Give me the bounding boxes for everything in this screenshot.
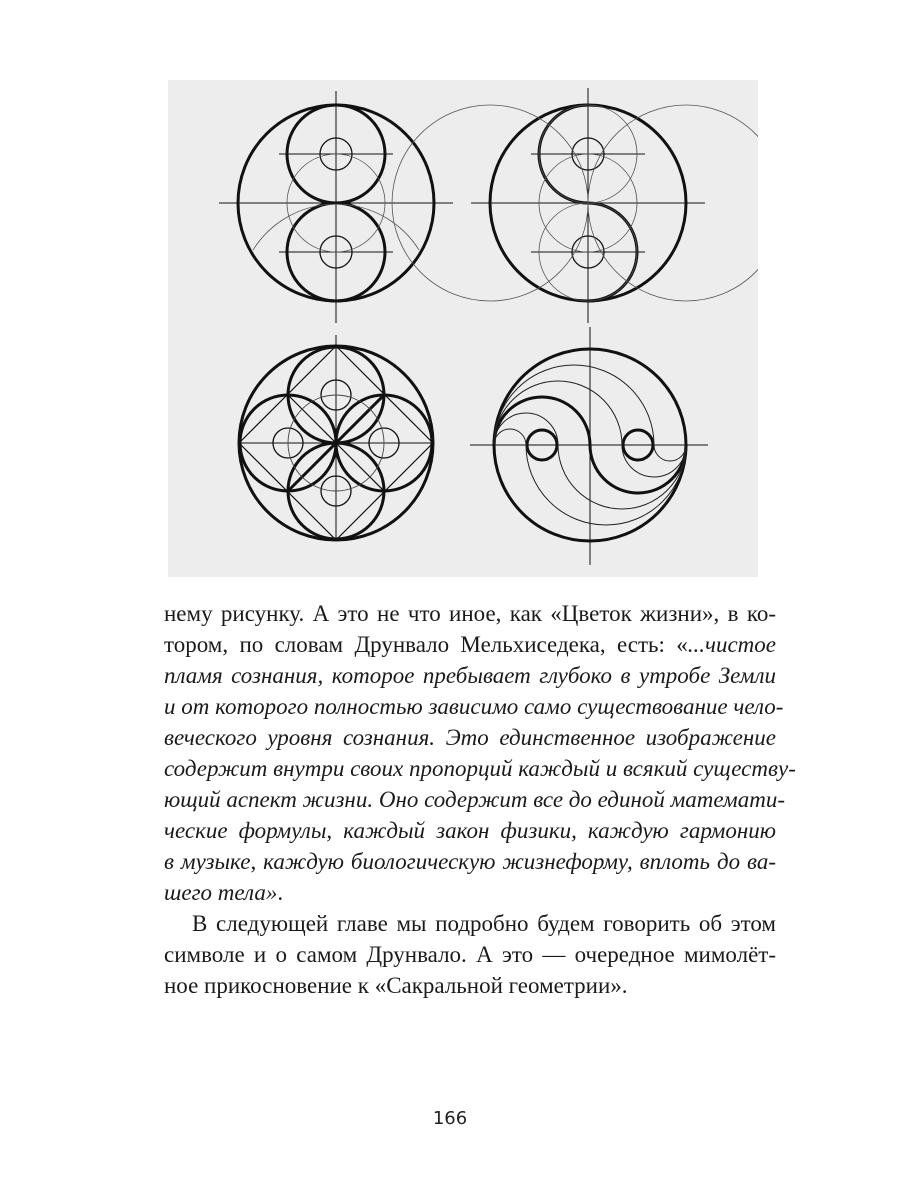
body-text [164, 598, 796, 1001]
body-text-segment: нему рисунку. А это не что иное, как «Цветок жизни», в ко- [164, 601, 776, 626]
body-text-segment: ное прикосновение к «Сакральной геометрии». [164, 973, 628, 998]
wave-spirals-construction [470, 327, 708, 565]
quote-text: ...чистое [687, 632, 776, 657]
text-line [164, 846, 776, 877]
text-line [164, 629, 776, 660]
figure-panel [168, 80, 758, 577]
text-line [164, 815, 776, 846]
quote-text: ческие формулы, каждый закон физики, каждую гармонию [164, 818, 776, 843]
quote-text: пламя сознания, которое пребывает глубоко в утробе Земли [164, 663, 776, 688]
body-text-segment: символе и о самом Друнвало. А это — очередное мимолёт- [164, 942, 776, 967]
quote-text: ющий аспект жизни. Оно содержит все до единой математи- [164, 787, 785, 812]
page-number: 166 [432, 1108, 468, 1129]
quote-text: и от которого полностью зависимо само существование чело- [164, 694, 784, 719]
sacred-geometry-illustration [168, 80, 758, 577]
quote-text: в музыке, каждую биологическую жизнеформу, вплоть до ва- [164, 849, 776, 874]
text-line [164, 908, 776, 939]
two-circles-figure-eight [219, 91, 453, 323]
text-line [164, 722, 776, 753]
text-line [164, 691, 784, 722]
yin-yang-construction [392, 88, 758, 323]
quote-text: шего тела» [164, 880, 278, 905]
flower-of-life-four-petals [239, 335, 433, 540]
body-text-segment: тором, по словам Друнвало Мельхиседека, есть: « [164, 632, 688, 657]
quote-text: содержит внутри своих пропорций каждый и всякий существу- [164, 756, 796, 781]
body-text-segment: В следующей главе мы подробно будем говорить об этом [192, 911, 776, 936]
body-text-segment: . [277, 880, 284, 905]
quote-text: веческого уровня сознания. Это единственное изображение [164, 725, 776, 750]
text-line [164, 753, 796, 784]
text-line [164, 598, 776, 629]
text-line [164, 970, 776, 1001]
text-line [164, 939, 776, 970]
text-line [164, 784, 785, 815]
text-line [164, 660, 776, 691]
text-line [164, 877, 776, 908]
